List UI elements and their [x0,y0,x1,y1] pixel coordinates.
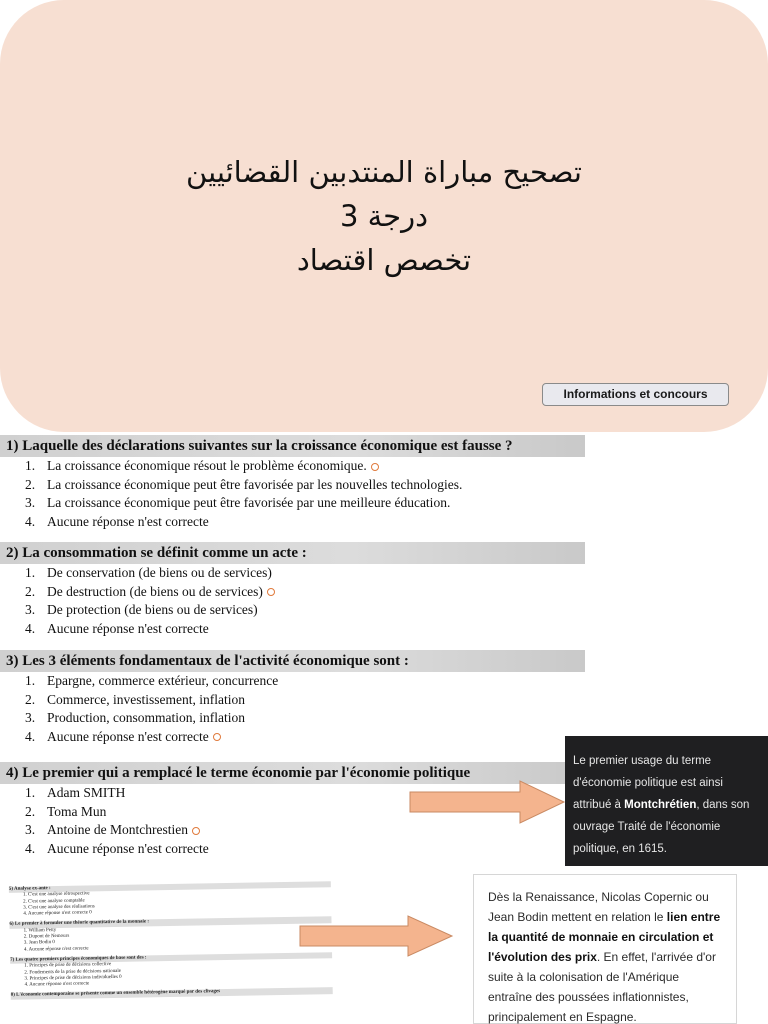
q6-heading: 6) Le premier à formuler une théorie quantitative de la monnaie : [9,917,331,929]
q4-option-3: 3. Antoine de Montchrestien [25,821,585,840]
answer-mark-icon [267,588,275,596]
title-line-2: درجة 3 [339,199,429,233]
informations-concours-button[interactable]: Informations et concours [542,383,729,406]
q3-option-3: 3. Production, consommation, inflation [25,710,245,725]
q5-heading: 5) Analyse ex-ante : [9,881,331,893]
question-3-options [0,672,585,746]
title-line-3: تخصص اقتصاد [296,243,472,277]
q8-heading: 8) L'économie contemporaine se présente comme un ensemble hétérogène marqué par des clivages [11,988,333,1000]
note-montchretien: Le premier usage du terme d'économie politique est ainsi attribué à Montchrétien, dans son ouvrage Traité de l'économie politique, en 1615. [565,736,768,866]
q4-option-2: 2. Toma Mun [25,803,107,819]
q3-option-4: 4. Aucune réponse n'est correcte [25,728,585,747]
answer-mark-icon [213,733,221,741]
question-1-options [0,457,585,531]
q2-option-4: 4. Aucune réponse n'est correcte [25,620,209,636]
question-3-heading: 3) Les 3 éléments fondamentaux de l'activité économique sont : [0,650,585,672]
arrow-right-icon [298,913,458,959]
question-2-options [0,564,585,638]
answer-mark-icon [192,827,200,835]
q1-option-2: 2. La croissance économique peut être favorisée par les nouvelles technologies. [25,476,463,492]
arrow-right-icon [408,778,568,826]
scanned-questions-5-8: 5) Analyse ex-ante : 1. C'est une analyse rétrospective 2. C'est une analyse comptable 3. C'est une analyse des réalisations 4. Aucune réponse n'est correcte 0 6) Le premier à formuler une théorie quantitative de la monnaie : 1. William Petty 2. Dupont de Nemours 3. Jean Bodin 0 4. Aucune réponse n'est correcte 7) Les quatre premiers principes économiques de base sont des : 1. Principes de prise de décisions collective 2. Fondements de la prise de décisions nationale 3. Principes de prise de décisions individuelles 0 4. Aucune réponse n'est correcte 8) L'économie contemporaine se présente comme un ensemble hétérogène marqué par des clivages [9,877,333,1024]
q3-option-2: 2. Commerce, investissement, inflation [25,691,245,707]
page-title [0,150,768,282]
question-4-heading: 4) Le premier qui a remplacé le terme économie par l'économie politique [0,762,585,784]
q7-heading: 7) Les quatre premiers principes économiques de base sont des : [10,952,332,964]
q2-option-3: 3. De protection (de biens ou de services) [25,602,258,617]
q1-option-1: 1. La croissance économique résout le problème économique. [25,457,585,476]
question-1-heading: 1) Laquelle des déclarations suivantes sur la croissance économique est fausse ? [0,435,585,457]
q2-option-2: 2. De destruction (de biens ou de services) [25,583,585,602]
question-3 [0,650,585,746]
q1-option-4: 4. Aucune réponse n'est correcte [25,513,209,529]
note-bodin: Dès la Renaissance, Nicolas Copernic ou Jean Bodin mettent en relation le lien entre la quantité de monnaie en circulation et l'évolution des prix. En effet, l'arrivée d'or suite à la colonisation de l'Amérique entraîne des poussées inflationnistes, principalement en Espagne. [473,874,737,1024]
q4-option-1: 1. Adam SMITH [25,785,126,800]
q4-option-4: 4. Aucune réponse n'est correcte [25,840,209,856]
q1-option-3: 3. La croissance économique peut être favorisée par une meilleure éducation. [25,495,451,510]
question-2-heading: 2) La consommation se définit comme un acte : [0,542,585,564]
q2-option-1: 1. De conservation (de biens ou de services) [25,565,272,580]
header-card [0,0,768,432]
question-1 [0,435,585,531]
answer-mark-icon [371,463,379,471]
title-line-1: تصحيح مباراة المنتدبين القضائيين [186,155,582,189]
q3-option-1: 1. Epargne, commerce extérieur, concurrence [25,673,279,688]
question-2 [0,542,585,638]
